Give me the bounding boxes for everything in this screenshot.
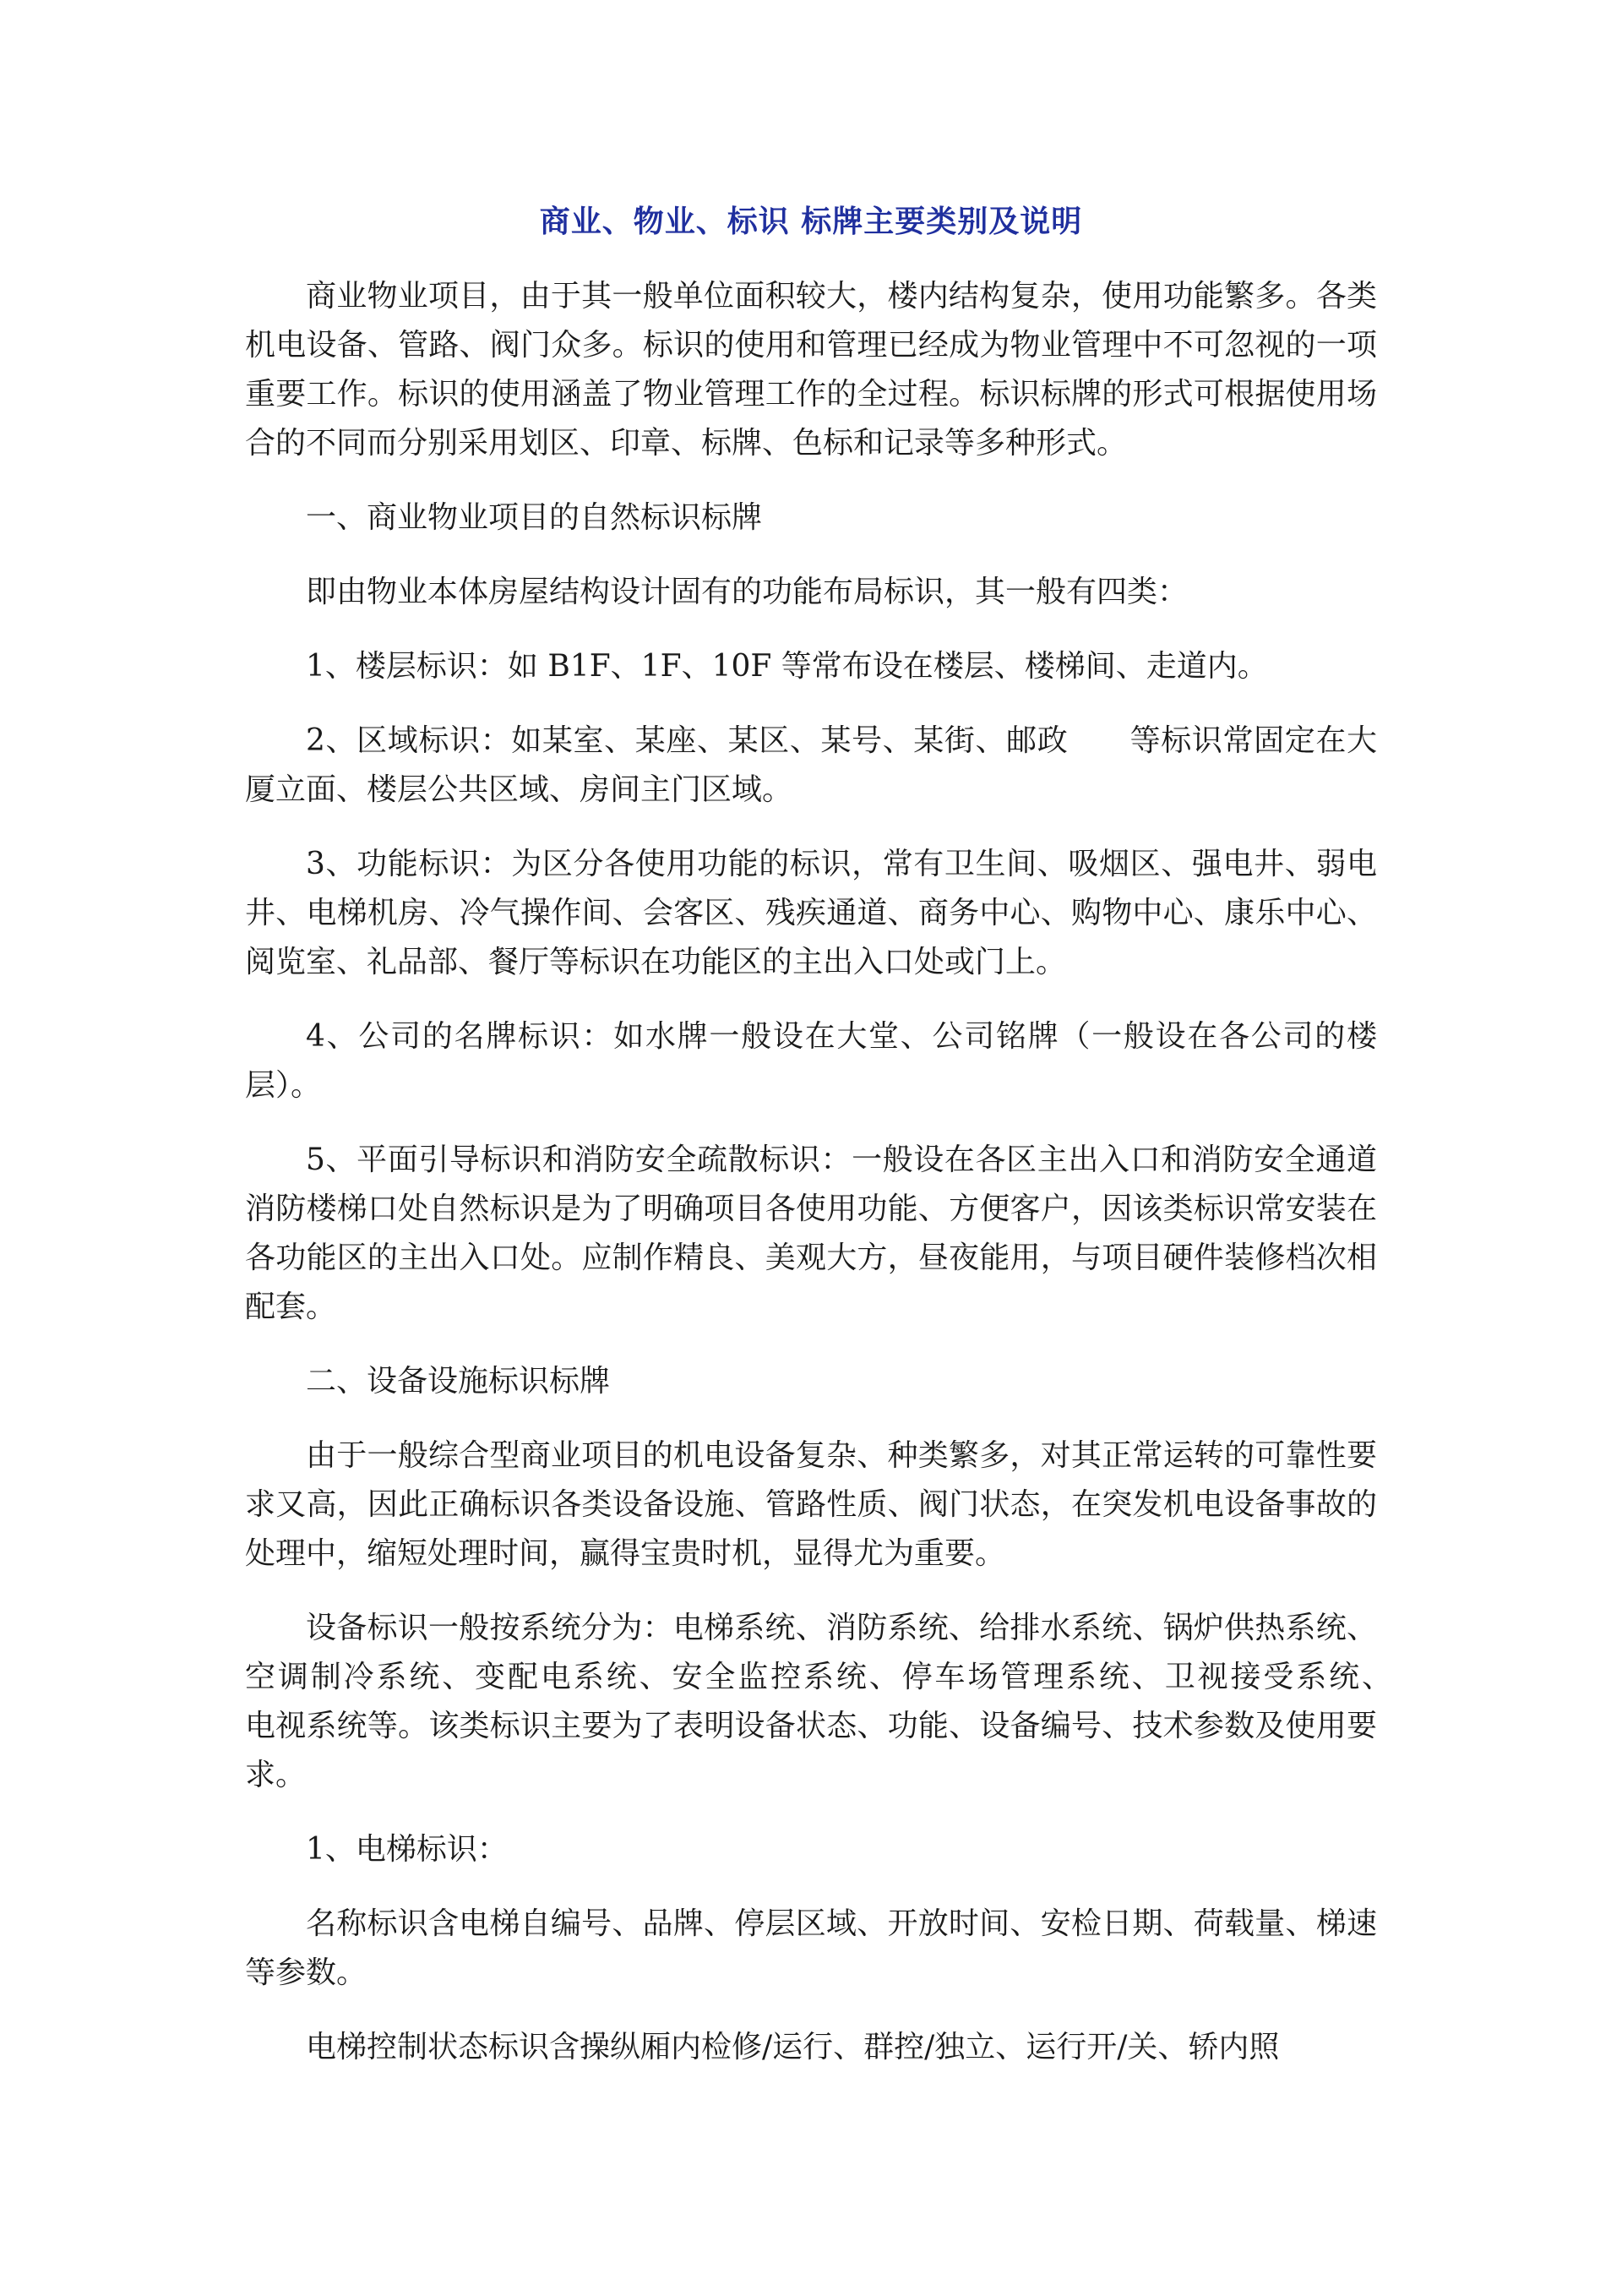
document-body	[245, 272, 1439, 2097]
list-item-elevator-signs: 1、电梯标识：	[306, 1832, 508, 1867]
section-heading-1: 一、商业物业项目的自然标识标牌	[306, 500, 763, 535]
paragraph-elevator-control-signs: 电梯控制状态标识含操纵厢内检修/运行、群控/独立、运行开/关、轿内照	[306, 2030, 1280, 2064]
paragraph-equipment-intro: 由于一般综合型商业项目的机电设备复杂、种类繁多，对其正常运转的可靠性要求又高，因此正确标识各类设备设施、管路性质、阀门状态，在突发机电设备事故的处理中，缩短处理时间，赢得宝贵时机，显得尤为重要。	[245, 1438, 1377, 1571]
section-heading-2: 二、设备设施标识标牌	[306, 1364, 611, 1399]
document-title: 商业、物业、标识 标牌主要类别及说明	[539, 204, 1083, 239]
paragraph-equipment-systems: 设备标识一般按系统分为：电梯系统、消防系统、给排水系统、锅炉供热系统、空调制冷系统、变配电系统、安全监控系统、停车场管理系统、卫视接受系统、 电视系统等。该类标识主要为了表明设备状态、功能、设备编号、技术参数及使用要求。	[245, 1611, 1439, 1792]
list-item-company-signs: 4、公司的名牌标识：如水牌一般设在大堂、公司铭牌（一般设在各公司的楼层）。	[245, 1019, 1377, 1103]
list-item-area-signs: 2、区域标识：如某室、某座、某区、某号、某街、邮政 等标识常固定在大厦立面、楼层公共区域、房间主门区域。	[245, 723, 1377, 807]
list-item-guide-signs: 5、平面引导标识和消防安全疏散标识：一般设在各区主出入口和消防安全通道消防楼梯口处自然标识是为了明确项目各使用功能、方便客户，因该类标识常安装在各功能区的主出入口处。应制作精良、美观大方，昼夜能用，与项目硬件装修档次相配套。	[245, 1143, 1377, 1324]
paragraph-elevator-name-signs: 名称标识含电梯自编号、品牌、停层区域、开放时间、安检日期、荷载量、梯速等参数。	[245, 1906, 1377, 1990]
paragraph-natural-signs: 即由物业本体房屋结构设计固有的功能布局标识，其一般有四类：	[306, 575, 1189, 609]
list-item-function-signs: 3、功能标识：为区分各使用功能的标识，常有卫生间、吸烟区、强电井、弱电井、电梯机房、冷气操作间、会客区、残疾通道、商务中心、购物中心、康乐中心、阅览室、礼品部、餐厅等标识在功能区的主出入口处或门上。	[245, 847, 1377, 979]
list-item-floor-signs: 1、楼层标识：如 B1F、1F、10F 等常布设在楼层、楼梯间、走道内。	[306, 649, 1268, 684]
paragraph-intro: 商业物业项目，由于其一般单位面积较大，楼内结构复杂，使用功能繁多。各类机电设备、管路、阀门众多。标识的使用和管理已经成为物业管理中不可忽视的一项重要工作。标识的使用涵盖了物业管理工作的全过程。标识标牌的形式可根据使用场合的不同而分别采用划区、印章、标牌、色标和记录等多种形式。	[245, 279, 1377, 461]
